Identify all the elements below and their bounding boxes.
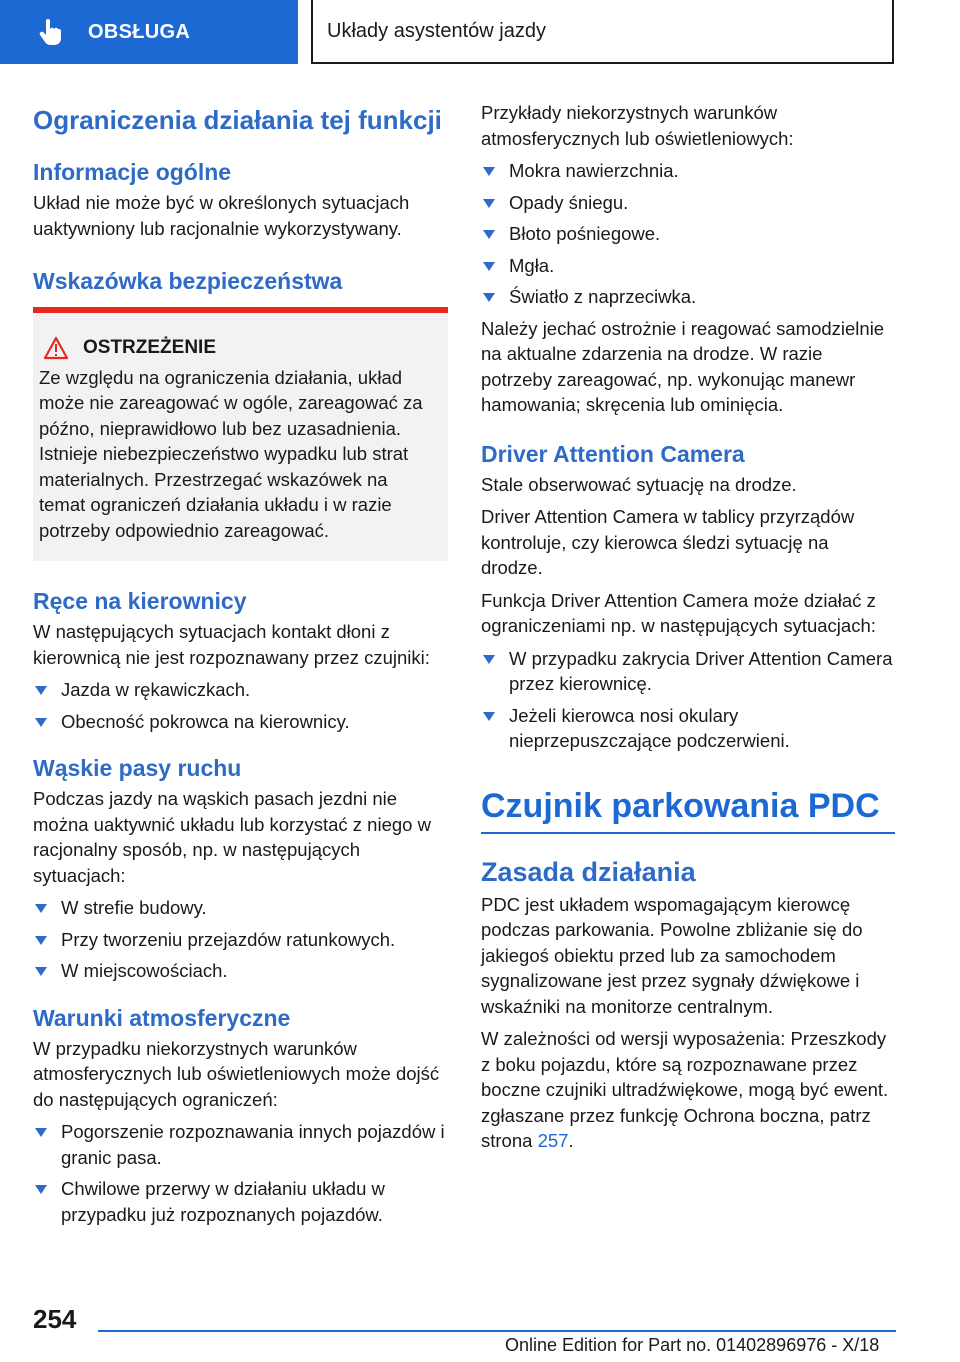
weather-paragraph: W przypadku niekorzystnych warunków atmosferycznych lub oświetleniowych może dojść do następujących ograniczeń:	[33, 1037, 440, 1110]
hands-heading: Ręce na kierownicy	[33, 588, 247, 614]
hand-pointer-icon	[34, 16, 66, 48]
list-item: Jeżeli kierowca nosi okulary nieprzepuszczające podczerwieni.	[481, 703, 895, 754]
list-item: Chwilowe przerwy w działaniu układu w przypadku już rozpoznanych pojazdów.	[33, 1176, 448, 1227]
weather-list	[33, 1119, 448, 1227]
list-item: W przypadku zakrycia Driver Attention Camera przez kierownicę.	[481, 646, 895, 697]
limits-heading: Ograniczenia działania tej funkcji	[33, 105, 442, 135]
bullet-triangle-icon	[483, 655, 495, 664]
bullet-triangle-icon	[483, 712, 495, 721]
dac-paragraph-3: Funkcja Driver Attention Camera może działać z ograniczeniami np. w następujących sytuacjach:	[481, 589, 876, 636]
list-item: Jazda w rękawiczkach.	[33, 677, 448, 703]
weather-heading: Warunki atmosferyczne	[33, 1004, 291, 1031]
page-link-257[interactable]: 257	[537, 1130, 569, 1151]
list-item: W strefie budowy.	[33, 895, 448, 921]
bullet-triangle-icon	[35, 936, 47, 945]
general-heading: Informacje ogólne	[33, 159, 232, 185]
list-item: Przy tworzeniu przejazdów ratunkowych.	[33, 927, 448, 953]
edition-text: Online Edition for Part no. 01402896976 - X/18	[505, 1335, 880, 1355]
lanes-list	[33, 895, 448, 984]
bullet-triangle-icon	[483, 230, 495, 239]
lanes-paragraph: Podczas jazdy na wąskich pasach jezdni nie można uaktywnić układu lub korzystać z niego w racjonalny sposób, np. w następujących sytuacjach:	[33, 788, 431, 886]
hands-list	[33, 677, 448, 734]
list-item: Mgła.	[481, 253, 895, 279]
bullet-triangle-icon	[483, 167, 495, 176]
section-tab[interactable]	[0, 0, 298, 64]
bullet-triangle-icon	[483, 262, 495, 271]
general-paragraph: Układ nie może być w określonych sytuacjach uaktywniony lub racjonalnie wykorzystywany.	[33, 192, 410, 239]
section-label: OBSŁUGA	[88, 20, 191, 43]
safety-heading: Wskazówka bezpieczeństwa	[33, 268, 343, 294]
list-item: Opady śniegu.	[481, 190, 895, 216]
list-item: Pogorszenie rozpoznawania innych pojazdów i granic pasa.	[33, 1119, 448, 1170]
dac-heading: Driver Attention Camera	[481, 440, 745, 467]
list-item: Światło z naprzeciwka.	[481, 284, 895, 310]
examples-paragraph: Przykłady niekorzystnych warunków atmosferycznych lub oświetleniowych:	[481, 102, 794, 149]
bullet-triangle-icon	[35, 1185, 47, 1194]
dac-paragraph-2: Driver Attention Camera w tablicy przyrządów kontroluje, czy kierowca śledzi sytuację na drodze.	[481, 506, 855, 578]
bullet-triangle-icon	[35, 904, 47, 913]
principle-paragraph-1: PDC jest układem wspomagającym kierowcę podczas parkowania. Powolne zbliżanie się do jakiegoś obiektu przed lub za samochodem sygnalizowane jest przez sygnały dźwiękowe i wskaźniki na monitorze centralnym.	[481, 893, 863, 1017]
bullet-triangle-icon	[483, 293, 495, 302]
warning-triangle-icon	[43, 336, 69, 360]
dac-paragraph-1: Stale obserwować sytuację na drodze.	[481, 473, 797, 495]
list-item: W miejscowościach.	[33, 958, 448, 984]
warning-text: Ze względu na ograniczenia działania, układ może nie zareagować w ogóle, zareagować za późno, nieprawidłowo lub bez uzasadnienia. Istnieje niebezpieczeństwo wypadku lub strat materialnych. Przestrzegać wskazówek na temat ograniczeń działania układu i w razie potrzeby odpowiednio zareagować.	[39, 366, 423, 541]
left-column	[33, 100, 448, 1233]
chapter-title: Układy asystentów jazdy	[311, 0, 894, 64]
page-number: 254	[33, 1304, 77, 1334]
principle-heading: Zasada działania	[481, 856, 696, 887]
bullet-triangle-icon	[35, 718, 47, 727]
hands-paragraph: W następujących sytuacjach kontakt dłoni z kierownicą nie jest rozpoznawany przez czujniki:	[33, 621, 430, 668]
footer-divider	[98, 1330, 896, 1332]
principle-paragraph-2: W zależności od wersji wyposażenia: Przeszkody z boku pojazdu, które są rozpoznawane przez boczne czujniki ultradźwiękowe, mogą być ewent. zgłaszane przez funkcję Ochrona boczna, patrz strona 257.	[481, 1028, 889, 1151]
warning-title: OSTRZEŻENIE	[83, 337, 217, 358]
dac-list	[481, 646, 895, 754]
bullet-triangle-icon	[35, 1128, 47, 1137]
pdc-title: Czujnik parkowania PDC	[481, 786, 895, 834]
list-item: Mokra nawierzchnia.	[481, 158, 895, 184]
examples-list	[481, 158, 895, 310]
bullet-triangle-icon	[35, 967, 47, 976]
react-paragraph: Należy jechać ostrożnie i reagować samodzielnie na aktualne zdarzenia na drodze. W razie potrzeby zareagować, np. wykonując manewr hamowania; skręcenia lub ominięcia.	[481, 317, 885, 415]
lanes-heading: Wąskie pasy ruchu	[33, 755, 242, 781]
warning-box	[33, 307, 448, 561]
bullet-triangle-icon	[483, 199, 495, 208]
list-item: Błoto pośniegowe.	[481, 221, 895, 247]
bullet-triangle-icon	[35, 686, 47, 695]
right-column	[481, 100, 895, 1161]
list-item: Obecność pokrowca na kierownicy.	[33, 709, 448, 735]
